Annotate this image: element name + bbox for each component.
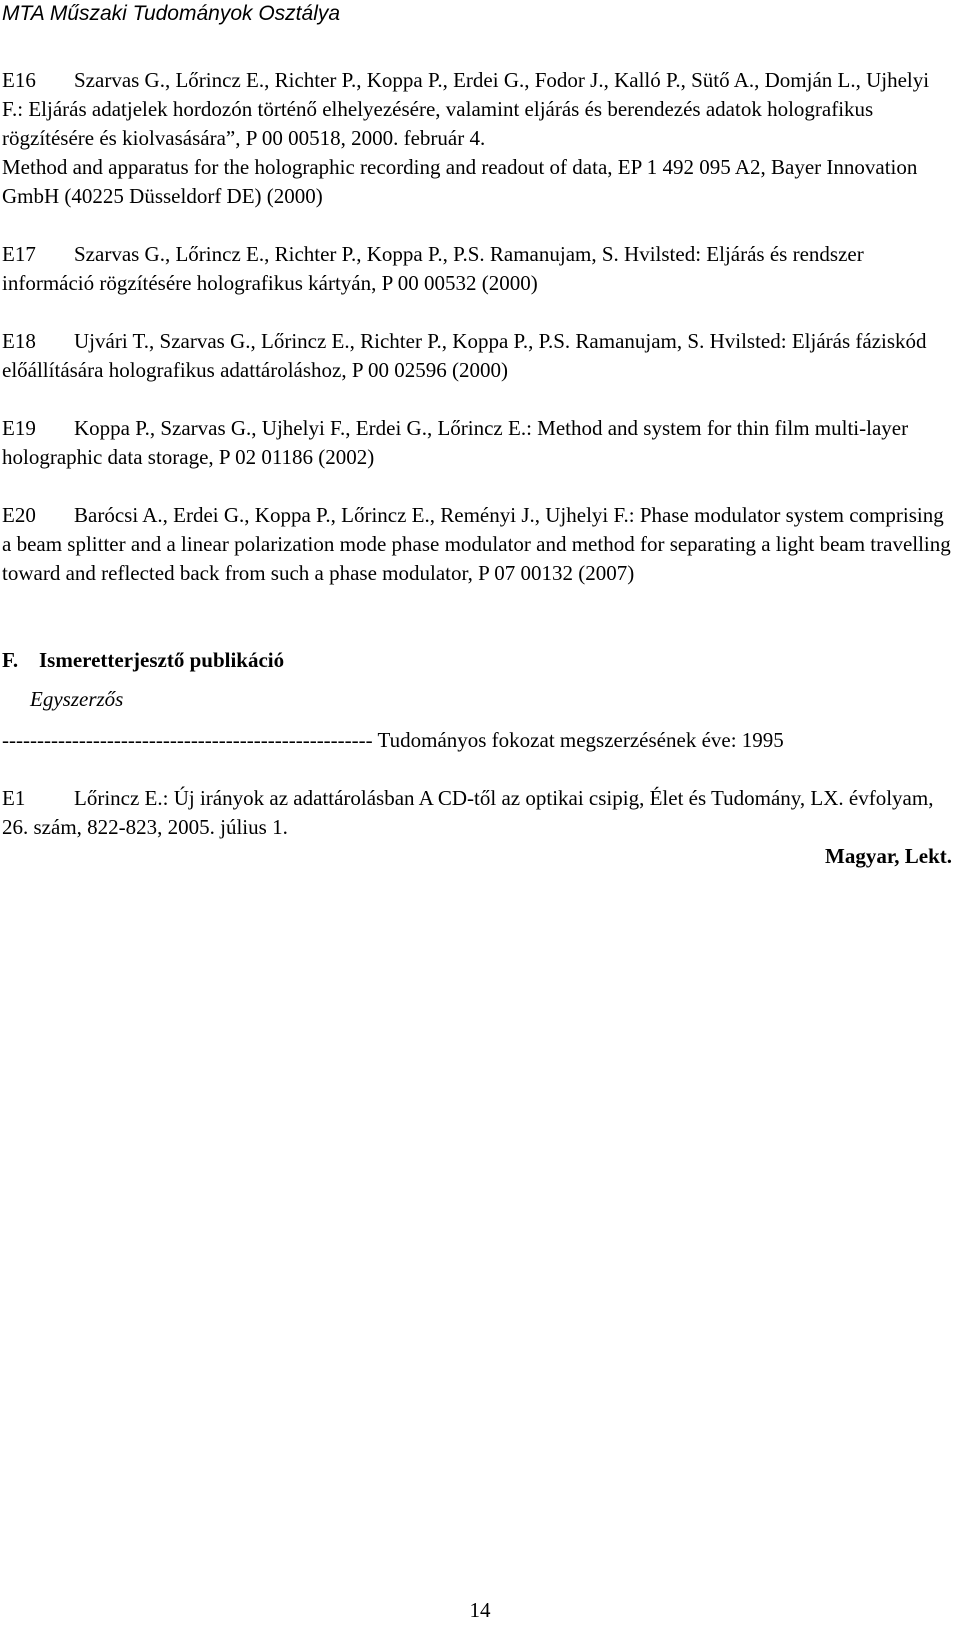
degree-text: Tudományos fokozat megszerzésének éve: 1995 <box>377 728 784 752</box>
degree-line <box>2 726 952 755</box>
entry-title: Phase modulator system comprising a beam splitter and a linear polarization mode phase modulator and method for separating a light beam travelling toward and reflected back from such a phase modulator, P 07 00132 (2007) <box>2 503 951 585</box>
patent-entry-e19 <box>2 414 952 472</box>
entry-extra: Method and apparatus for the holographic recording and readout of data, EP 1 492 095 A2, Bayer Innovation GmbH (40225 Düsseldorf DE) (2000) <box>2 155 918 208</box>
entry-code: E19 <box>2 416 36 440</box>
entry-authors: Lőrincz E.: <box>74 786 169 810</box>
section-letter: F. <box>2 648 19 672</box>
entry-title: Eljárás fáziskód előállítására holografikus adattároláshoz, P 00 02596 (2000) <box>2 329 927 382</box>
popular-entry-e1 <box>2 784 952 842</box>
spacer <box>2 211 952 240</box>
spacer <box>2 385 952 414</box>
section-title: Ismeretterjesztő publikáció <box>39 648 285 672</box>
spacer <box>2 755 952 784</box>
dash-line: ----------------------------------------------------- <box>2 728 373 752</box>
section-f-heading <box>2 646 952 675</box>
patent-entry-e18 <box>2 327 952 385</box>
patent-entry-e17 <box>2 240 952 298</box>
page-number: 14 <box>469 1598 491 1622</box>
entry-authors: Szarvas G., Lőrincz E., Richter P., Koppa P., Erdei G., Fodor J., Kalló P., Sütő A., Domján L., Ujhelyi F.: <box>2 68 930 121</box>
entry-code: E17 <box>2 242 36 266</box>
patent-entry-e20 <box>2 501 952 588</box>
spacer <box>2 588 952 646</box>
entry-title: Eljárás adatjelek hordozón történő elhelyezésére, valamint eljárás és berendezés adatok holografikus rögzítésére és kiolvasására”, P 00 00518, 2000. február 4. <box>2 97 874 150</box>
patent-entry-e16 <box>2 66 952 211</box>
entry-authors: Szarvas G., Lőrincz E., Richter P., Koppa P., P.S. Ramanujam, S. Hvilsted: <box>74 242 702 266</box>
spacer <box>2 472 952 501</box>
language-review-note: Magyar, Lekt. <box>825 844 952 868</box>
document-header: MTA Műszaki Tudományok Osztálya <box>2 2 341 25</box>
entry-authors: Koppa P., Szarvas G., Ujhelyi F., Erdei G., Lőrincz E.: <box>74 416 532 440</box>
entry-authors: Ujvári T., Szarvas G., Lőrincz E., Richter P., Koppa P., P.S. Ramanujam, S. Hvilsted: <box>74 329 787 353</box>
entry-code: E1 <box>2 786 26 810</box>
entry-code: E16 <box>2 68 36 92</box>
spacer <box>2 298 952 327</box>
entry-title: Method and system for thin film multi-layer holographic data storage, P 02 01186 (2002) <box>2 416 909 469</box>
entry-title: Eljárás és rendszer információ rögzítésére holografikus kártyán, P 00 00532 (2000) <box>2 242 864 295</box>
entry-code: E20 <box>2 503 36 527</box>
document-body <box>2 66 952 871</box>
entry-title: Új irányok az adattárolásban A CD-től az optikai csipig, Élet és Tudomány, LX. évfolyam, 26. szám, 822-823, 2005. július 1. <box>2 786 934 839</box>
entry-authors: Barócsi A., Erdei G., Koppa P., Lőrincz E., Reményi J., Ujhelyi F.: <box>74 503 635 527</box>
section-subtitle: Egyszerzős <box>30 687 124 711</box>
entry-code: E18 <box>2 329 36 353</box>
